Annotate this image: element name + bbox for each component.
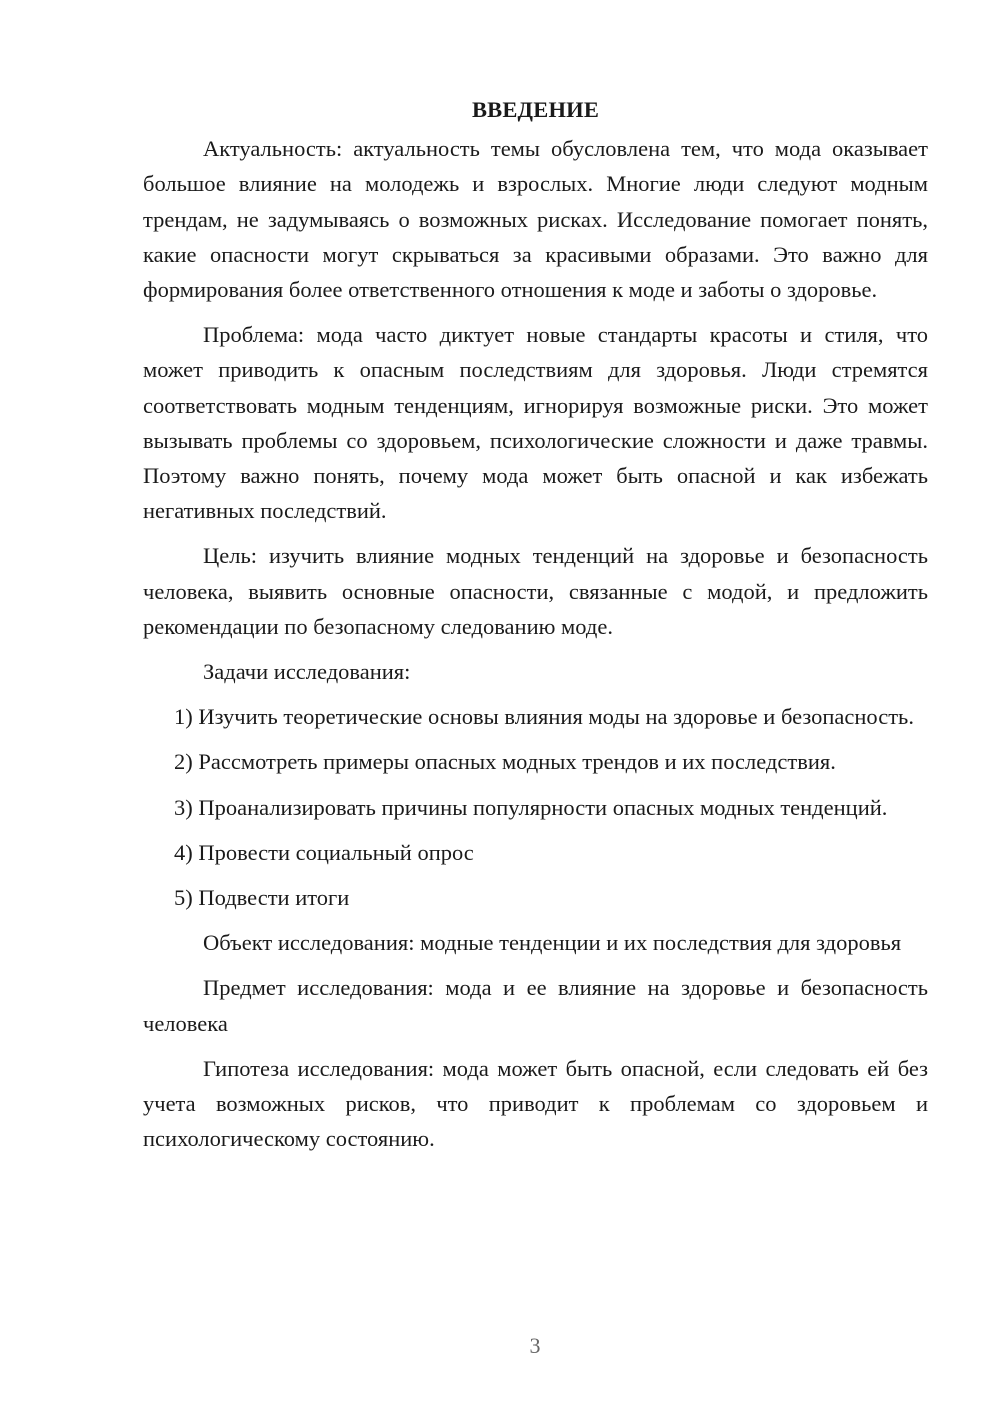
- paragraph-goal: Цель: изучить влияние модных тенденций на здоровье и безопасность человека, выявить основные опасности, связанные с модой, и предложить рекомендации по безопасному следованию моде.: [143, 543, 928, 639]
- task-item-1: 1) Изучить теоретические основы влияния моды на здоровье и безопасность.: [174, 704, 914, 730]
- paragraph-problem: Проблема: мода часто диктует новые стандарты красоты и стиля, что может приводить к опасным последствиям для здоровья. Люди стремятся соответствовать модным тенденциям, игнорируя возможные риски. Это может вызывать проблемы со здоровьем, психологические сложности и даже травмы. Поэтому важно понять, почему мода может быть опасной и как избежать негативных последствий.: [143, 322, 928, 524]
- task-item-4: 4) Провести социальный опрос: [174, 839, 474, 865]
- paragraph-hypothesis: Гипотеза исследования: мода может быть опасной, если следовать ей без учета возможных рисков, что приводит к проблемам со здоровьем и психологическому состоянию.: [143, 1055, 928, 1152]
- section-title: ВВЕДЕНИЕ: [471, 97, 600, 122]
- paragraph-subject: Предмет исследования: мода и ее влияние на здоровье и безопасность человека: [143, 975, 928, 1036]
- task-item-2: 2) Рассмотреть примеры опасных модных трендов и их последствия.: [174, 749, 836, 775]
- page-number: 3: [529, 1333, 541, 1358]
- document-page: [143, 92, 928, 1166]
- paragraph-relevance: Актуальность: актуальность темы обусловлена тем, что мода оказывает большое влияние на молодежь и взрослых. Многие люди следуют модным трендам, не задумываясь о возможных рисках. Исследование помогает понять, какие опасности могут скрываться за красивыми образами. Это важно для формирования более ответственного отношения к моде и заботы о здоровье.: [143, 136, 928, 303]
- paragraph-object: Объект исследования: модные тенденции и их последствия для здоровья: [203, 930, 902, 956]
- task-item-3: 3) Проанализировать причины популярности опасных модных тенденций.: [174, 794, 888, 820]
- task-item-5: 5) Подвести итоги: [174, 885, 350, 911]
- tasks-heading: Задачи исследования:: [203, 659, 411, 685]
